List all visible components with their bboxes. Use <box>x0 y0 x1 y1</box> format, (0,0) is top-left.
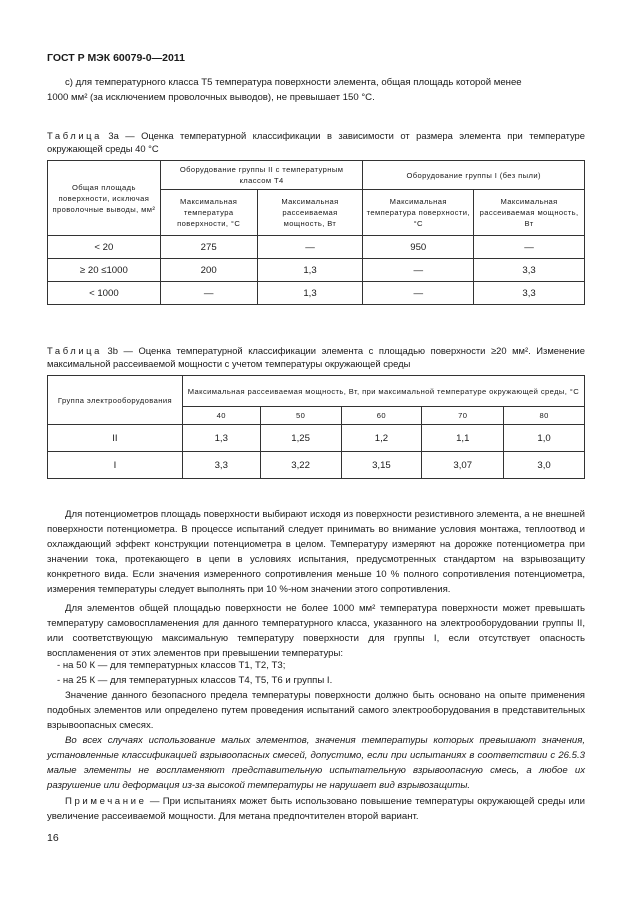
table-cell: 200 <box>160 259 257 282</box>
table-cell: 3,3 <box>474 259 585 282</box>
table-cell: — <box>160 282 257 305</box>
list-item: - на 25 К — для температурных классов Т4, Т5, Т6 и группы I. <box>57 675 333 686</box>
table-cell: 3,07 <box>422 452 504 479</box>
col-header-area: Общая площадь поверхности, исключая проволочные выводы, мм² <box>48 161 161 236</box>
table-row <box>48 425 585 452</box>
paragraph-italic-requirement: Во всех случаях использование малых элементов, значения температуры которых превышают значения, установленные классификацией взрывоопасных смесей, допустимо, если при испытаниях в соответствии с 26.5.3 малые элементы не воспламеняют представительную испытательную взрывоопасную смесь, а любое их разрушение или деформация из-за высокой температуры не нарушает вид взрывозащиты. <box>47 735 585 791</box>
table-cell: 275 <box>160 236 257 259</box>
table-cell: < 1000 <box>48 282 161 305</box>
table-cell: — <box>363 259 474 282</box>
table-row <box>48 236 585 259</box>
table-row <box>48 452 585 479</box>
table-cell: 3,22 <box>260 452 341 479</box>
table-cell: — <box>474 236 585 259</box>
table-3b <box>47 375 585 479</box>
table-cell: 1,0 <box>504 425 585 452</box>
table-cell: 950 <box>363 236 474 259</box>
table-3a <box>47 160 585 305</box>
subheader-power: Максимальная рассеиваемая мощность, Вт <box>474 190 585 236</box>
caption-text: 3b — Оценка температурной классификации элемента с площадью поверхности ≥20 мм². Изменение максимальной рассеиваемой мощности с учетом температуры окружающей среды <box>47 345 585 369</box>
caption-text: 3а — Оценка температурной классификации в зависимости от размера элемента при температуре окружающей среды 40 °С <box>47 130 585 154</box>
subheader-temp: Максимальная температура поверхности, °С <box>160 190 257 236</box>
temp-header: 50 <box>260 407 341 425</box>
table-cell: 1,1 <box>422 425 504 452</box>
table-cell: I <box>48 452 183 479</box>
caption-prefix: Таблица <box>47 345 102 356</box>
table-cell: 3,3 <box>182 452 260 479</box>
note-text: — При испытаниях может быть использовано повышение температуры окружающей среды или увеличение рассеиваемой мощности. Для метана предпочтителен второй вариант. <box>47 796 585 822</box>
table-cell: 1,3 <box>257 259 363 282</box>
document-header: ГОСТ Р МЭК 60079-0—2011 <box>47 52 185 64</box>
col-header-group2: Оборудование группы II с температурным классом Т4 <box>160 161 363 190</box>
temp-header: 40 <box>182 407 260 425</box>
table-cell: 1,25 <box>260 425 341 452</box>
temp-header: 60 <box>341 407 422 425</box>
table-row <box>48 282 585 305</box>
col-header-power: Максимальная рассеиваемая мощность, Вт, при максимальной температуре окружающей среды, °С <box>182 376 584 407</box>
subheader-temp: Максимальная температура поверхности, °С <box>363 190 474 236</box>
table-row <box>48 259 585 282</box>
table-3b-caption <box>47 344 585 370</box>
intro-line-1: с) для температурного класса Т5 температура поверхности элемента, общая площадь которой менее <box>65 77 522 88</box>
table-cell: 1,2 <box>341 425 422 452</box>
list-item: - на 50 К — для температурных классов Т1, Т2, Т3; <box>57 660 286 671</box>
note <box>47 794 585 824</box>
intro-line-2: 1000 мм² (за исключением проволочных выводов), не превышает 150 °С. <box>47 92 375 103</box>
page-number: 16 <box>47 832 59 844</box>
table-3a-caption <box>47 129 585 155</box>
col-header-group: Группа электрооборудования <box>48 376 183 425</box>
paragraph-potentiometers: Для потенциометров площадь поверхности выбирают исходя из поверхности резистивного элемента, а не внешней поверхности потенциометра. В процессе испытаний следует принимать во внимание условия монтажа, теплоотвод и охлаждающий эффект конструкции потенциометра в целом. Температуру измеряют на дорожке потенциометра при значении тока, протекающего в цепи в условиях испытания, предусмотренных стандартом на взрывозащиту конкретного вида. Если значения измеренного сопротивления меньше 10 % полного сопротивления потенциометра, измерения температуры следует выполнять при 10 %-ном значении этого сопротивления. <box>47 509 585 595</box>
paragraph-small-elements: Для элементов общей площадью поверхности не более 1000 мм² температура поверхности может превышать температуру самовоспламенения для данного температурного класса, указанного на электрооборудовании группы II, или соответствующую максимальную температуру поверхности для группы I, если отсутствует опасность воспламенения от этих элементов при превышении температуры: <box>47 603 585 659</box>
table-cell: 1,3 <box>257 282 363 305</box>
table-cell: — <box>257 236 363 259</box>
table-cell: 1,3 <box>182 425 260 452</box>
caption-prefix: Таблица <box>47 130 102 141</box>
paragraph-safe-limit: Значение данного безопасного предела температуры поверхности должно быть основано на опыте применения подобных элементов или определено путем проведения испытаний самого электрооборудования в представительных взрывоопасных смесях. <box>47 690 585 731</box>
temp-header: 80 <box>504 407 585 425</box>
intro-paragraph <box>47 75 585 105</box>
table-cell: < 20 <box>48 236 161 259</box>
table-cell: — <box>363 282 474 305</box>
temp-header: 70 <box>422 407 504 425</box>
table-cell: 3,3 <box>474 282 585 305</box>
table-cell: 3,0 <box>504 452 585 479</box>
subheader-power: Максимальная рассеиваемая мощность, Вт <box>257 190 363 236</box>
table-cell: ≥ 20 ≤1000 <box>48 259 161 282</box>
col-header-group1: Оборудование группы I (без пыли) <box>363 161 585 190</box>
table-cell: 3,15 <box>341 452 422 479</box>
temperature-margin-list <box>47 658 585 688</box>
table-cell: II <box>48 425 183 452</box>
note-prefix: Примечание <box>65 796 147 807</box>
